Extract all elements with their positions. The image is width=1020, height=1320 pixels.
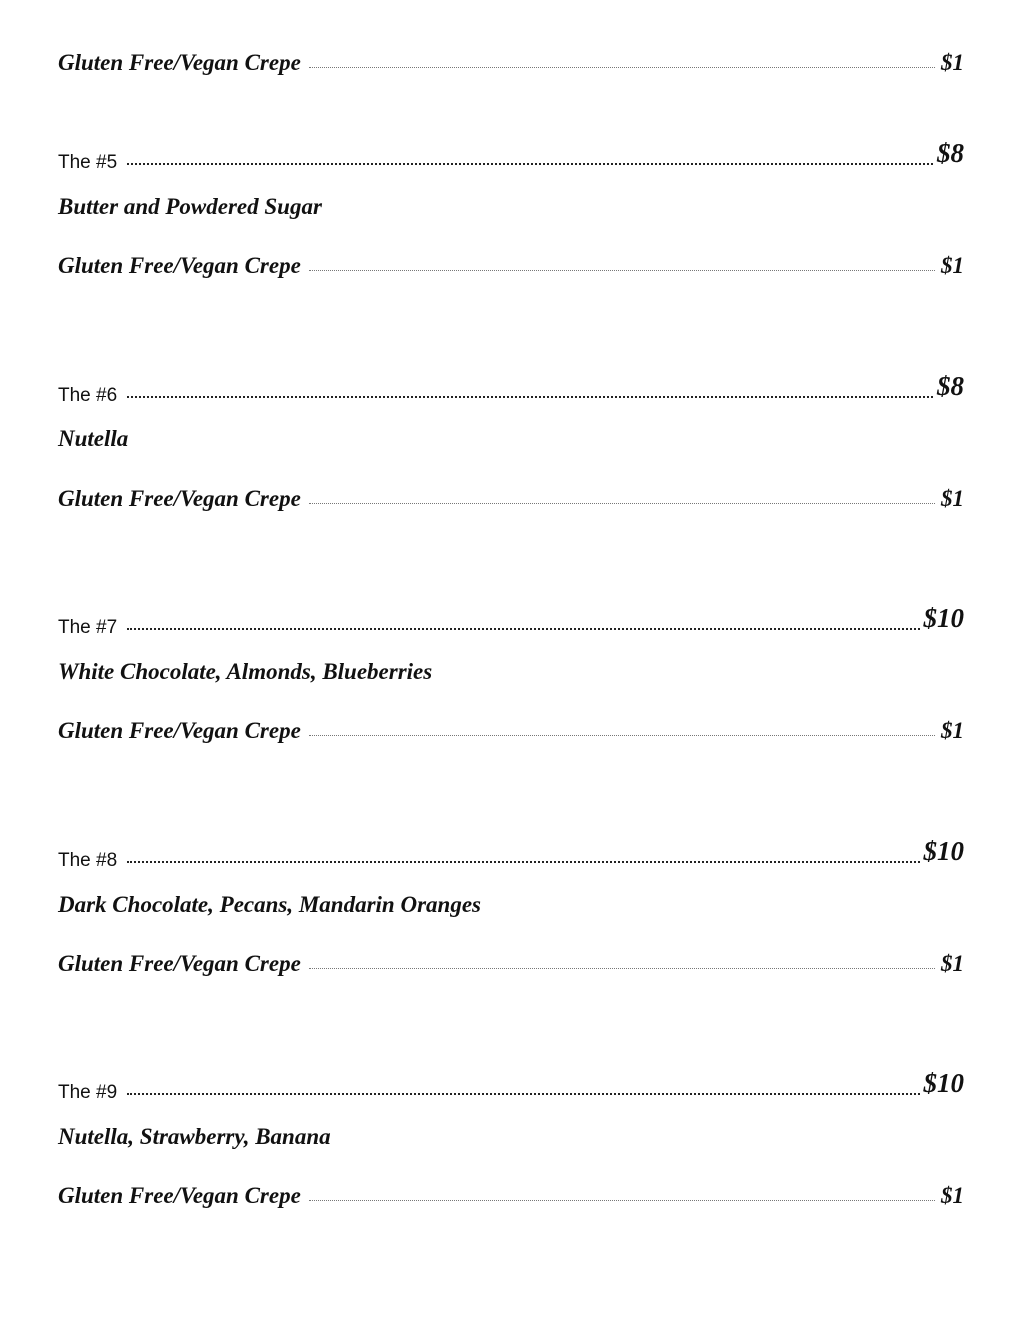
dot-leader	[127, 163, 933, 165]
dot-leader	[127, 861, 919, 863]
option-label: Gluten Free/Vegan Crepe	[58, 1183, 301, 1208]
dot-leader	[309, 270, 935, 271]
dot-leader	[309, 503, 935, 504]
option-row	[58, 486, 964, 512]
dot-leader	[127, 396, 933, 398]
menu-item-title-row	[58, 603, 964, 640]
menu-item-price: $10	[923, 1068, 964, 1098]
dot-leader	[309, 1200, 935, 1201]
menu-item-title-row	[58, 138, 964, 175]
option-price: $1	[941, 50, 964, 75]
menu-item-description: Dark Chocolate, Pecans, Mandarin Oranges	[58, 892, 481, 917]
menu-item-title: The #5	[58, 152, 118, 173]
option-row	[58, 1183, 964, 1209]
option-row	[58, 253, 964, 279]
menu-item-price: $10	[923, 603, 964, 633]
dot-leader	[127, 1093, 919, 1095]
menu-item-price: $8	[937, 138, 964, 168]
option-label: Gluten Free/Vegan Crepe	[58, 253, 301, 278]
dot-leader	[309, 968, 935, 969]
menu-item-title: The #7	[58, 617, 118, 638]
menu-item-title: The #9	[58, 1082, 118, 1103]
menu-item-description: Butter and Powdered Sugar	[58, 194, 322, 219]
menu-item-price: $10	[923, 836, 964, 866]
menu-item-description: Nutella, Strawberry, Banana	[58, 1124, 331, 1149]
menu-item-title: The #6	[58, 385, 118, 406]
dot-leader	[309, 735, 935, 736]
menu-item-title: The #8	[58, 850, 118, 871]
option-price: $1	[941, 951, 964, 976]
option-row	[58, 718, 964, 744]
option-price: $1	[941, 718, 964, 743]
menu-item-description: White Chocolate, Almonds, Blueberries	[58, 659, 433, 684]
option-label: Gluten Free/Vegan Crepe	[58, 486, 301, 511]
option-label: Gluten Free/Vegan Crepe	[58, 718, 301, 743]
option-label: Gluten Free/Vegan Crepe	[58, 50, 301, 75]
option-price: $1	[941, 486, 964, 511]
menu-item-price: $8	[937, 371, 964, 401]
menu-item-description: Nutella	[58, 426, 129, 451]
option-price: $1	[941, 253, 964, 278]
menu-item-title-row	[58, 1068, 964, 1105]
option-row	[58, 50, 964, 76]
option-price: $1	[941, 1183, 964, 1208]
dot-leader	[309, 67, 935, 68]
dot-leader	[127, 628, 919, 630]
menu-item-title-row	[58, 836, 964, 873]
menu-item-title-row	[58, 371, 964, 408]
option-row	[58, 951, 964, 977]
option-label: Gluten Free/Vegan Crepe	[58, 951, 301, 976]
